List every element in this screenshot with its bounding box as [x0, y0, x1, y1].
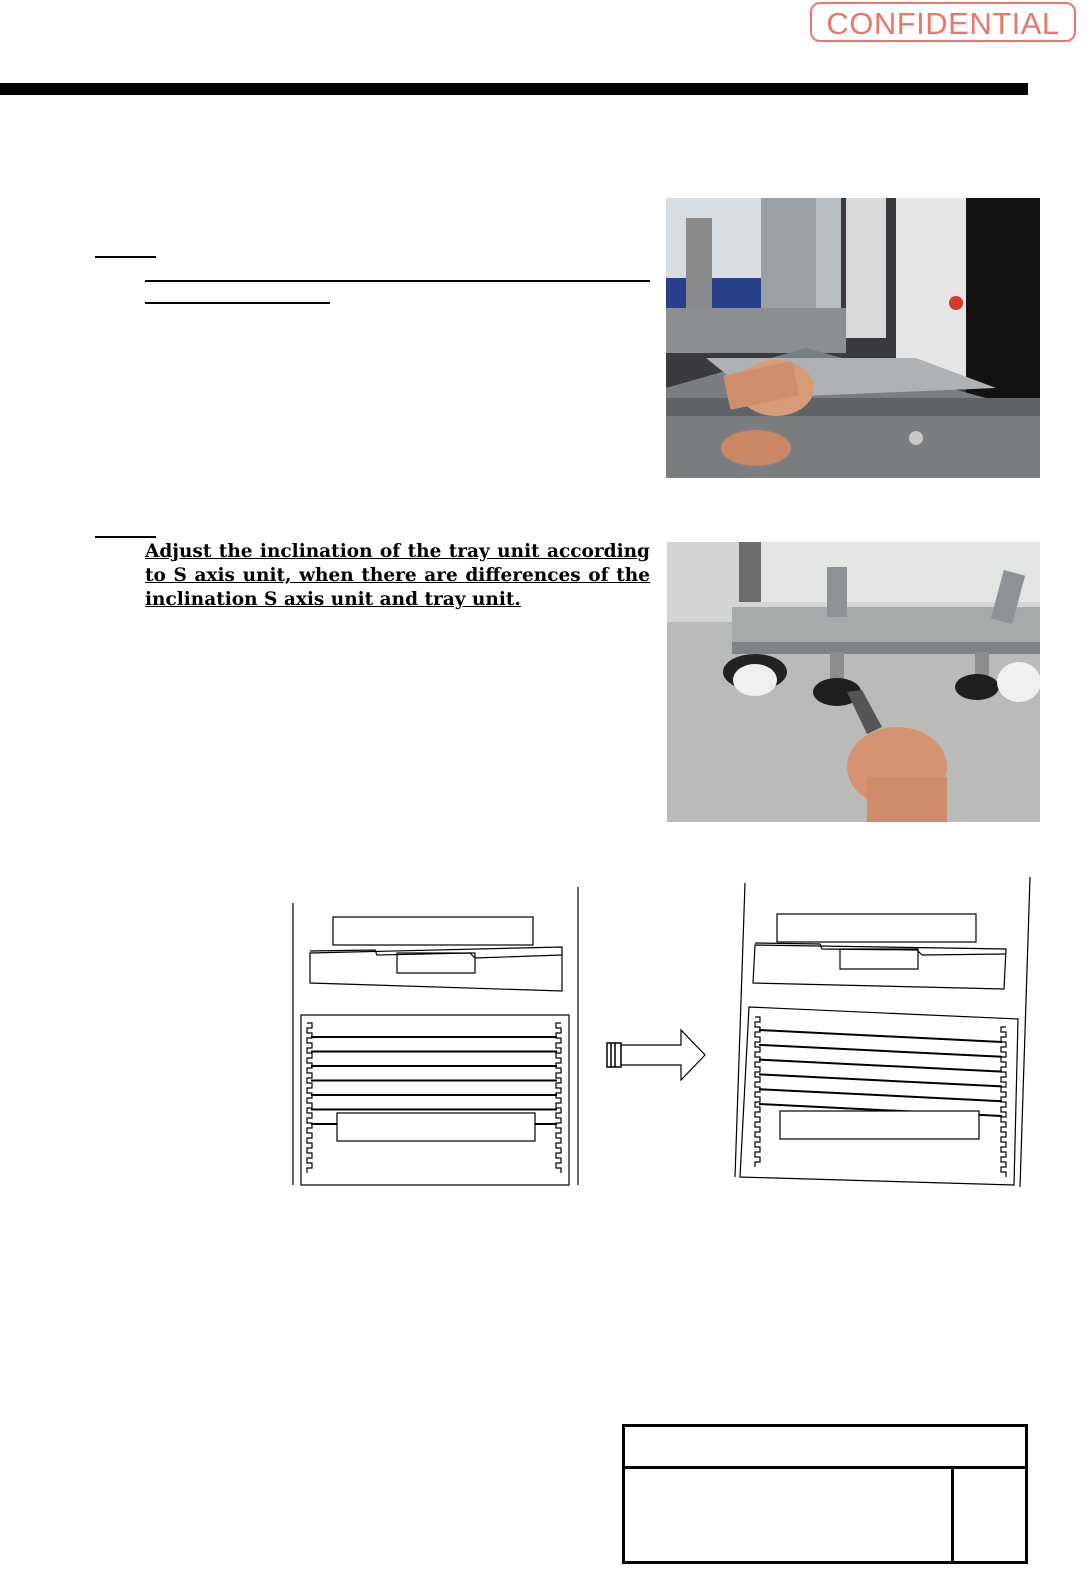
right-arrow-icon	[607, 1043, 621, 1067]
diagram-right-tray-rail	[759, 1089, 1002, 1101]
step1-marker-underline	[95, 256, 156, 258]
diagram-left-tray-frame	[301, 1015, 569, 1185]
diagram-left-tray-comb	[556, 1023, 561, 1173]
photo-tray-removal	[666, 198, 1040, 478]
inclination-diagram	[285, 875, 1035, 1195]
diagram-right-tray-rail	[759, 1060, 1002, 1072]
diagram-right-tray-rail	[759, 1045, 1002, 1057]
step2-instruction: Adjust the inclination of the tray unit according to S axis unit, when there are differences of the inclination S axis unit and tray unit.	[145, 541, 650, 610]
diagram-right-frame-line	[735, 883, 745, 1177]
header-bar	[0, 83, 1028, 95]
diagram-right-tray-rail	[759, 1074, 1002, 1086]
diagram-right-s-axis-block	[840, 949, 918, 969]
diagram-left-s-axis-block	[397, 953, 475, 973]
diagram-right-s-axis-unit	[753, 945, 1006, 989]
diagram-left-s-axis-plate	[310, 950, 562, 958]
right-arrow-icon	[621, 1030, 705, 1080]
step1-text-underline-2	[145, 302, 330, 304]
diagram-right-tray-label-box	[780, 1111, 979, 1139]
step2-marker-underline	[95, 536, 156, 538]
confidential-stamp: CONFIDENTIAL	[810, 2, 1076, 42]
title-block-divider	[622, 1466, 1028, 1469]
title-block	[622, 1424, 1028, 1564]
diagram-left-s-axis-label-box	[333, 917, 533, 945]
diagram-right-tray-comb	[755, 1017, 760, 1167]
title-block-page-cell-divider	[951, 1467, 954, 1564]
diagram-right-s-axis-label-box	[777, 914, 976, 942]
diagram-left-tray-label-box	[337, 1113, 535, 1141]
photo-leveling-adjustment	[667, 542, 1040, 822]
diagram-right-frame-line	[1020, 877, 1030, 1187]
step1-text-underline-1	[145, 280, 650, 282]
diagram-right-tray-rail	[759, 1030, 1002, 1042]
diagram-left-tray-comb	[307, 1023, 312, 1173]
